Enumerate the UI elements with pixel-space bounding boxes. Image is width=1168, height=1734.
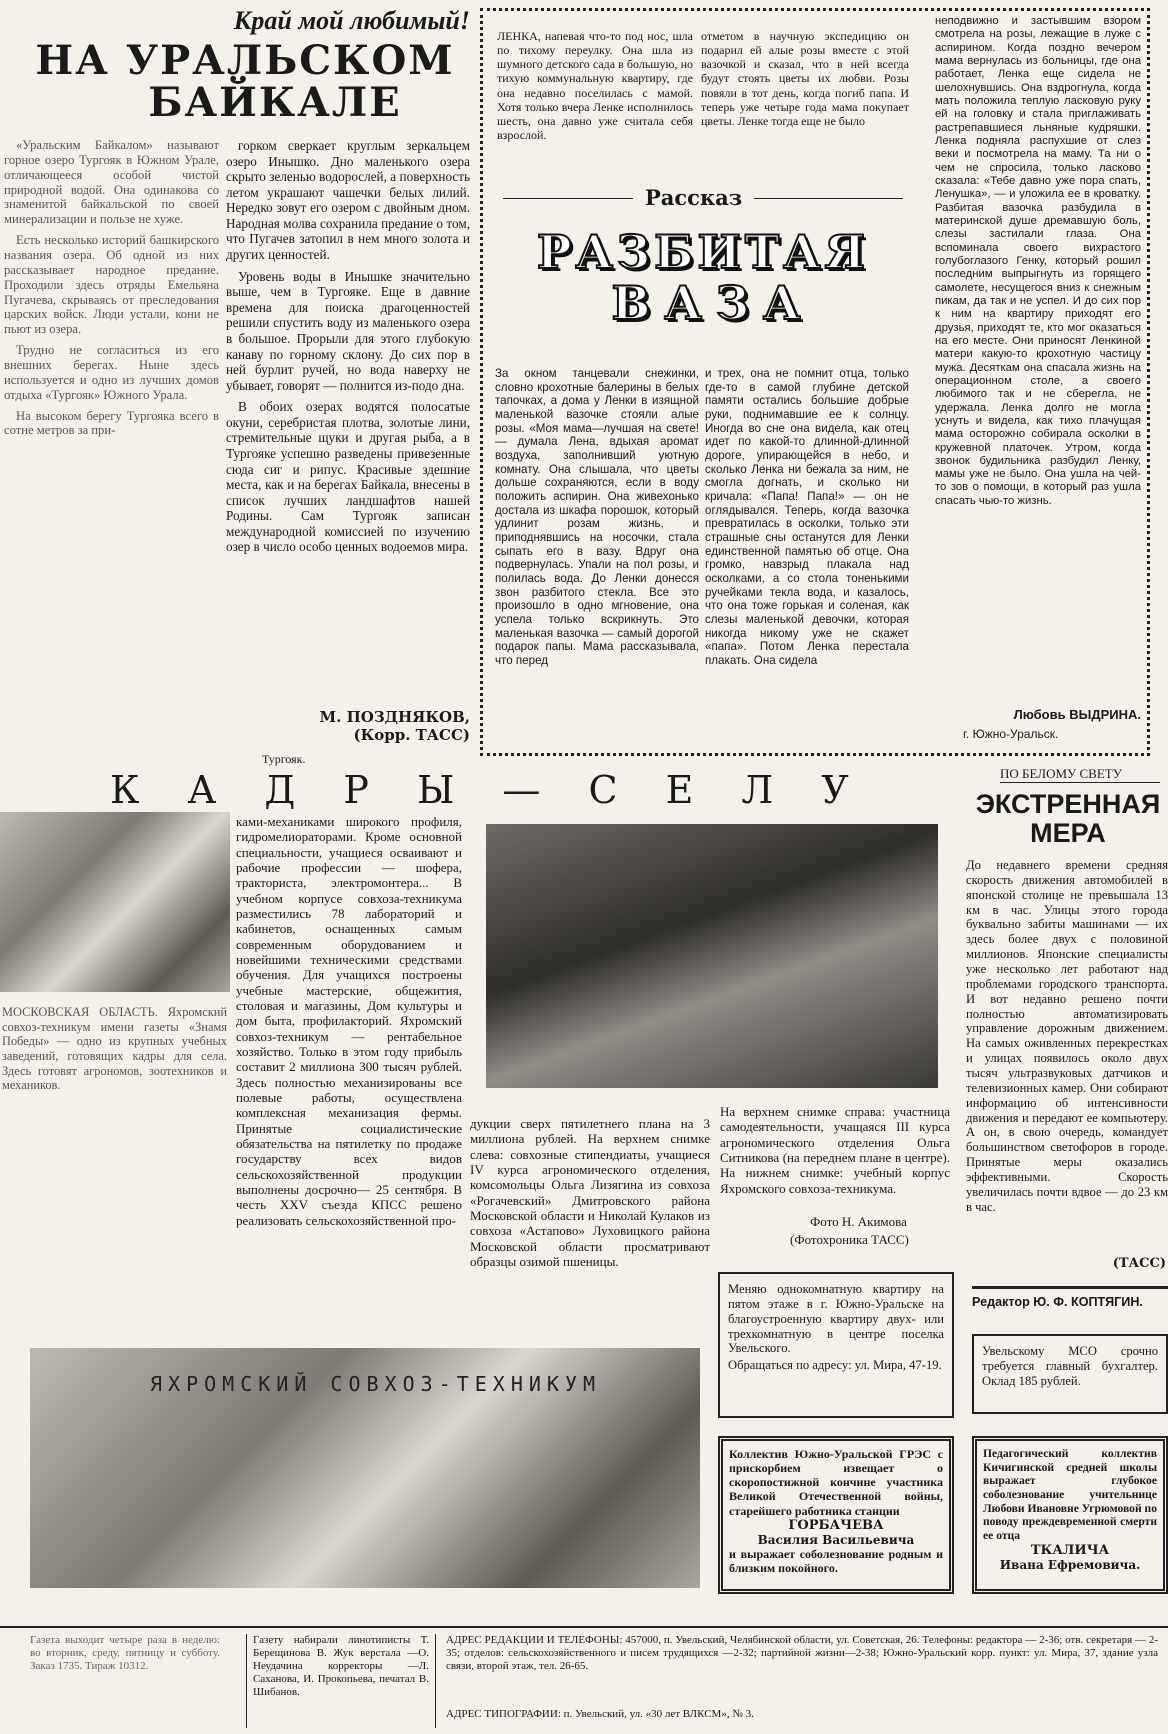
lake-article: [0, 0, 478, 770]
obituary-1-text: Коллектив Южно-Уральской ГРЭС с прискорбием извещает о скоропостижной кончине участника Великой Отечественной войны, старейшего работника станции: [729, 1447, 943, 1518]
article-author-note: (Корр. ТАСС): [353, 726, 470, 744]
story-place: г. Южно-Уральск.: [963, 727, 1059, 741]
cadres-headline: К А Д Р Ы — С Е Л У: [110, 768, 867, 812]
world-title: [968, 790, 1168, 848]
footer-address: АДРЕС РЕДАКЦИИ И ТЕЛЕФОНЫ: 457000, п. Увельский, Челябинской области, ул. Советская, 26. Телефоны: редактора — 2-36; отв. секретаря — 2-35; отделов: сельскохозяйственного и писем трудящихся —2-32; партийной жизни—2-38; Южно-Уральский корр. пункт: ул. Мира, 37, здание узла связи, второй этаж, тел. 26-65.: [446, 1634, 1158, 1672]
world-rubric: ПО БЕЛОМУ СВЕТУ: [1000, 766, 1160, 783]
ad-job-text: Увельскому МСО срочно требуется главный бухгалтер. Оклад 185 рублей.: [982, 1344, 1158, 1388]
obituary-2-name: ТКАЛИЧА: [1030, 1542, 1110, 1558]
cadres-col2: ками-механиками широкого профиля, гидромелиораторами. Кроме основной специальности, учащиеся осваивают и рабочие профессии — шофера, тракториста, электромонтера... В учебном корпусе совхоза-техникума разместились 78 лабораторий и кабинетов, оснащенных самым современным оборудованием и новейшими техническими средствами обучения. Для учащихся построены учебные мастерские, общежития, столовая и магазины, Дом культуры и дом быта, профилакторий. Яхромский совхоз-техникум — рентабельное хозяйство. Только в этом году прибыль составит 2 миллиона 300 тысяч рублей. Здесь полностью механизированы все полевые работы, осуществлена комплексная механизация фермы. Принятые социалистические обязательства на пятилетку по продаже государству всех видов сельскохозяйственной продукции выполнены досрочно— 25 сентября. В честь XXV съезда КПСС решено реализовать сельскохозяйственной про-: [236, 814, 462, 1228]
article-title-line1: НА УРАЛЬСКОМ: [35, 37, 455, 84]
article-author: М. ПОЗДНЯКОВ,: [319, 708, 470, 726]
story-rubric-text: Рассказ: [633, 185, 754, 210]
ad-exchange-address: Обращаться по адресу: ул. Мира, 47-19.: [728, 1358, 942, 1373]
photo-students-left: [0, 812, 230, 992]
article-title-line2: БАЙКАЛЕ: [148, 79, 402, 126]
article-place: Тургояк.: [262, 752, 306, 766]
world-source: (ТАСС): [1112, 1256, 1166, 1271]
ad-exchange-text: Меняю однокомнатную квартиру на пятом этаже в г. Южно-Уральске на благоустроенную квартиру двух- или трехкомнатную в центре поселка Увельского.: [728, 1282, 944, 1356]
article-paragraph: На высоком берегу Тургояка всего в сотне метров за при-: [4, 408, 219, 438]
story-title: [503, 227, 903, 328]
footer-print: АДРЕС ТИПОГРАФИИ: п. Увельский, ул. «30 лет ВЛКСМ», № 3.: [446, 1708, 754, 1720]
article-column-1: [4, 138, 219, 756]
obituary-2-text: Педагогический коллектив Кичигинской средней школы выражает глубокое соболезнование учительнице Любови Ивановне Угрюмовой по поводу преждевременной смерти ее отца: [983, 1447, 1157, 1543]
footer-staff: Газету набирали линотиписты Т. Берещинова В. Жук верстала —О. Неудачина корректоры —Л. Саханова, И. Прокопьева, печатал В. Шибанов.: [246, 1634, 436, 1728]
story-intro-col1: ЛЕНКА, напевая что-то под нос, шла по тихому переулку. Она шла из шумного детского сада в большую, но тихую коммунальную квартиру, где она недавно поселилась с мамой. Хотя только вчера Ленке исполнилось шесть, она давно уже считала себя взрослой.: [497, 29, 693, 143]
story-block: [480, 8, 1150, 756]
footer-schedule: Газета выходит четыре раза в неделю: во вторник, среду, пятницу и субботу. Заказ 1735. Тираж 10312.: [30, 1634, 220, 1672]
story-title-line2: ВАЗА: [611, 275, 815, 330]
story-body-col1: За окном танцевали снежинки, словно крохотные балерины в белых тапочках, а дома у Ленки в изящной маленькой вазочке стояли алые розы. «Моя мама—лучшая на свете! — думала Лена, вдыхая аромат воздуха, заполнивший уютную комнату. Она слышала, что цветы дольше сохраняются, если в воду положить аспирин. Она живехонько достала из шкафа порошок, который удлинит розам жизнь, и приподнявшись на носочки, стала сыпать его в вазу. Вдруг она подвернулась. Упали на пол розы, и полилась вода. До Ленки донесся звон разбитого стекла. Все это произошло в одно мгновение, она успела только вскрикнуть. Это маленькая вазочка — самый дорогой подарок папы. Мама рассказывала, что перед: [495, 367, 699, 668]
article-paragraph: «Уральским Байкалом» называют горное озеро Тургояк в Южном Урале, отличающееся особой чистой природной водой. Она одинакова со знаменитой байкальской по своей минерализации и пользе не хуже.: [4, 138, 219, 227]
story-title-line1: РАЗБИТАЯ: [536, 225, 870, 279]
photo-technicum-building: [30, 1348, 700, 1588]
world-title-line1: ЭКСТРЕННАЯ: [975, 789, 1161, 819]
ad-job: [972, 1334, 1168, 1414]
article-paragraph: Уровень воды в Инышке значительно выше, чем в Тургояке. Еще в давние времена для поиска драгоценностей решили спустить воду из маленького озера в большое. Прорыли для этого глубокую канаву по горному склону. До сих пор в ней бурлит ручей, но вода наверху не убывает, говорят — полнится из-подо дна.: [226, 268, 470, 393]
editor-line: Редактор Ю. Ф. КОПТЯГИН.: [972, 1286, 1168, 1309]
obituary-1-name: ГОРБАЧЕВА: [788, 1517, 884, 1533]
article-rubric: Край мой любимый!: [233, 6, 470, 35]
cadres-col3: дукции сверх пятилетнего плана на 3 миллиона рублей. На верхнем снимке слева: совхозные стипендиаты, учащиеся IV курса агрономического отделения, комсомольцы Ольга Лизягина из совхоза «Рогачевский» Дмитровского района Московской области и Николай Кулаков из совхоза «Астапово» Луховицкого района Московской области просматривают образцы озимой пшеницы.: [470, 1116, 710, 1269]
ad-exchange: [718, 1272, 954, 1418]
building-sign: ЯХРОМСКИЙ СОВХОЗ-ТЕХНИКУМ: [150, 1372, 602, 1396]
article-paragraph: горком сверкает круглым зеркальцем озеро Инышко. Дно маленького озера скрыто зеленью водорослей, а поверхность летом украшают чашечки белых лилий. Нередко зовут его озером с двойным дном. Народная молва сохранила предание о том, что Пугачев затопил в нем много золота и других ценностей.: [226, 138, 470, 263]
world-title-line2: МЕРА: [1030, 818, 1106, 849]
obituary-1-name2: Василия Васильевича: [757, 1532, 915, 1547]
article-column-2: [226, 138, 470, 698]
cadres-col4: На верхнем снимке справа: участница самодеятельности, учащаяся III курса агрономического отделения Ольга Ситникова (на переднем плане в центре). На нижнем снимке: учебный корпус Яхромского совхоза-техникума.: [720, 1104, 950, 1196]
story-rubric: [503, 185, 903, 213]
cadres-lead: МОСКОВСКАЯ ОБЛАСТЬ. Яхромский совхоз-техникум имени газеты «Знамя Победы» — одно из крупных учебных заведений, готовящих кадры для села. Здесь готовят агрономов, зоотехников и механиков.: [2, 1005, 227, 1093]
story-intro-col2: отметом в научную экспедицию он подарил ей алые розы вместе с этой вазочкой и сказал, что в ней всегда будут стоять цветы их любви. Розы повяли в тот день, когда погиб папа. И теперь уже четыре года мама покупает цветы. Ленке тогда еще не было: [701, 29, 909, 128]
world-text: До недавнего времени средняя скорость движения автомобилей в японской столице не превышала 13 км в час. Улицы этого города буквально забиты машинами — их здесь более двух с половиной миллионов. Японские специалисты уже несколько лет работают над проблемами городского транспорта. И вот недавно решено почти полностью автоматизировать управление дорожным движением. На самых оживленных перекрестках и улицах появилось около двух тысяч ультразвуковых датчиков и телевизионных камер. Они собирают информацию об интенсивности движения и передают ее компьютеру. А он, в свою очередь, командует большинством светофоров в городе. Принятые меры оказались эффективными. Скорость увеличилась почти вдвое — до 23 км в час.: [966, 858, 1168, 1214]
obituary-2-name2: Ивана Ефремовича.: [999, 1557, 1141, 1572]
article-paragraph: Есть несколько историй башкирского названия озера. Об одной из них рассказывает народное предание. Проходили здесь отряды Емельяна Пугачева, скрываясь от преследования царских войск. Люди устали, кони не пьют из озера.: [4, 233, 219, 337]
photo-credit: Фото Н. Акимова: [810, 1214, 907, 1229]
obituary-1: [718, 1436, 954, 1594]
photo-credit-agency: (Фотохроника ТАСС): [790, 1232, 909, 1247]
article-paragraph: Трудно не согласиться из его внешних берегах. Ныне здесь используется и одно из лучших домов отдыха «Тургояк» Южного Урала.: [4, 343, 219, 402]
article-title: [20, 37, 470, 126]
footer: [0, 1626, 1168, 1734]
story-body-col3: неподвижно и застывшим взором смотрела на розы, лежащие в луже с аспирином. Когда поздно вечером мама вернулась из больницы, где она работает, Ленка еще сидела не шелохнувшись. Она вздрогнула, когда мать положила теплую ласковую руку ей на головку и стала приглаживать растрепавшиеся льняные кудряшки. Ленка подняла распухшие от слез веки и посмотрела на маму. Та ни о чем не спросила, только ласково сказала: «Тебе давно уже пора спать, Ленушка», — и уложила ее в кроватку. Разбитая вазочка разбудила в материнской душе дремавшую боль, слезы застилали глаза. Она вспоминала своего вихрастого голубоглазого Генку, который рошил последним выпрыгнуть из горящего самолете, несущегося вниз к снежным пикам, да так и не успел. И до сих пор к ним на квартиру приходят его друзья, приходят те, кто мог оказаться на его месте. Они приносят Ленкиной матери какую-то крохотную частицу мужа. Десяткам она спасала жизнь на операционном столе, а своего любимого так и не сберегла, не удержала. Ленка долго не могла уснуть и видела, как тихо плачущая мама осторожно собирала осколки в кружевной платочек. Утром, когда звонок будильника разбудил Ленку, мамы уже не было. Она ушла на чей-то зов о помощи, в который раз ушла спасать чью-то жизнь.: [935, 15, 1141, 507]
story-body-col2: и трех, она не помнит отца, только где-то в самой глубине детской памяти остались большие добрые руки, поднимавшие ее к солнцу. Иногда во сне она видела, как отец идет по какой-то длинной-длинной дороге, упирающейся в небо, и сколько Ленка ни бежала за ним, не смогла догнать, и сколько ни кричала: «Папа! Папа!» — он не оглядывался. Теперь, когда вазочка превратилась в осколки, только эти страшные сны останутся для Ленки единственной памятью об отце. Она громко, навзрыд плакала над осколками, а со стола тоненькими ручейками текла вода, и казалось, что она тоже горькая и соленая, как слезы маленькой девочки, которая никогда никому уже не скажет «папа». Потом Ленка перестала плакать. Она сидела: [705, 367, 909, 668]
photo-students-right: [486, 824, 938, 1088]
obituary-1-end: и выражает соболезнование родным и близким покойного.: [729, 1546, 943, 1575]
article-paragraph: В обоих озерах водятся полосатые окуни, серебристая плотва, золотые лини, стремительные щуки и другая рыба, а в Тургояке успешно разведены привезенные сюда сиг и рипус. Красивые здешние места, как и на берегах Байкала, внесены в список лучших ландшафтов нашей Родины. Сам Тургояк записан международной комиссией по изучению озер в число особо ценных водоемов мира.: [226, 399, 470, 555]
story-author: Любовь ВЫДРИНА.: [1013, 707, 1141, 722]
obituary-2: [972, 1436, 1168, 1594]
